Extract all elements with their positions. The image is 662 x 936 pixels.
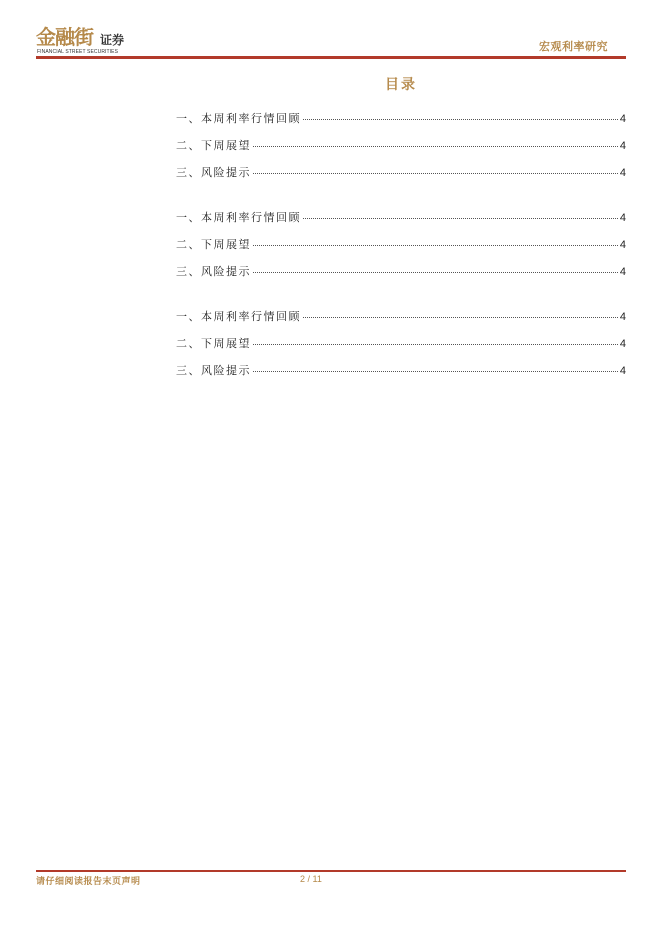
logo-sub-text: 证券	[100, 33, 125, 47]
toc-item-page: 4	[619, 365, 626, 377]
toc-item[interactable]	[176, 308, 626, 335]
toc-item-label: 一、本周利率行情回顾	[176, 211, 301, 224]
toc-item-label: 三、风险提示	[176, 265, 251, 278]
toc-item[interactable]	[176, 110, 626, 137]
table-of-contents	[176, 110, 626, 407]
toc-item-page: 4	[619, 239, 626, 251]
toc-item-label: 二、下周展望	[176, 238, 251, 251]
toc-item-label: 三、风险提示	[176, 364, 251, 377]
toc-item-label: 二、下周展望	[176, 139, 251, 152]
header-divider	[36, 56, 626, 59]
toc-group	[176, 110, 626, 191]
toc-item-label: 一、本周利率行情回顾	[176, 112, 301, 125]
toc-item[interactable]	[176, 209, 626, 236]
toc-dot-leader	[253, 371, 618, 372]
toc-item-page: 4	[619, 212, 626, 224]
footer-divider	[36, 870, 626, 872]
toc-item-label: 三、风险提示	[176, 166, 251, 179]
footer-disclaimer: 请仔细阅读报告末页声明	[36, 877, 141, 887]
toc-item-label: 二、下周展望	[176, 337, 251, 350]
page-number: 2 / 11	[300, 874, 322, 884]
toc-item-page: 4	[619, 167, 626, 179]
toc-dot-leader	[253, 344, 618, 345]
toc-dot-leader	[253, 272, 618, 273]
toc-item[interactable]	[176, 236, 626, 263]
toc-dot-leader	[253, 146, 618, 147]
toc-item[interactable]	[176, 263, 626, 290]
toc-title: 目录	[385, 77, 417, 93]
logo-english-text: FINANCIAL STREET SECURITIES	[37, 49, 119, 55]
toc-group	[176, 308, 626, 389]
toc-item[interactable]	[176, 137, 626, 164]
toc-dot-leader	[303, 218, 618, 219]
toc-item[interactable]	[176, 164, 626, 191]
toc-dot-leader	[253, 245, 618, 246]
toc-item-page: 4	[619, 311, 626, 323]
toc-group	[176, 209, 626, 290]
toc-dot-leader	[303, 119, 618, 120]
toc-dot-leader	[303, 317, 618, 318]
company-logo	[36, 26, 146, 56]
page-header	[36, 26, 626, 60]
logo-main-text: 金融街	[36, 25, 93, 49]
toc-item[interactable]	[176, 362, 626, 389]
toc-item-page: 4	[619, 113, 626, 125]
toc-item-label: 一、本周利率行情回顾	[176, 310, 301, 323]
toc-item-page: 4	[619, 266, 626, 278]
toc-item-page: 4	[619, 338, 626, 350]
toc-item[interactable]	[176, 335, 626, 362]
report-category: 宏观利率研究	[539, 40, 608, 53]
toc-item-page: 4	[619, 140, 626, 152]
toc-dot-leader	[253, 173, 618, 174]
